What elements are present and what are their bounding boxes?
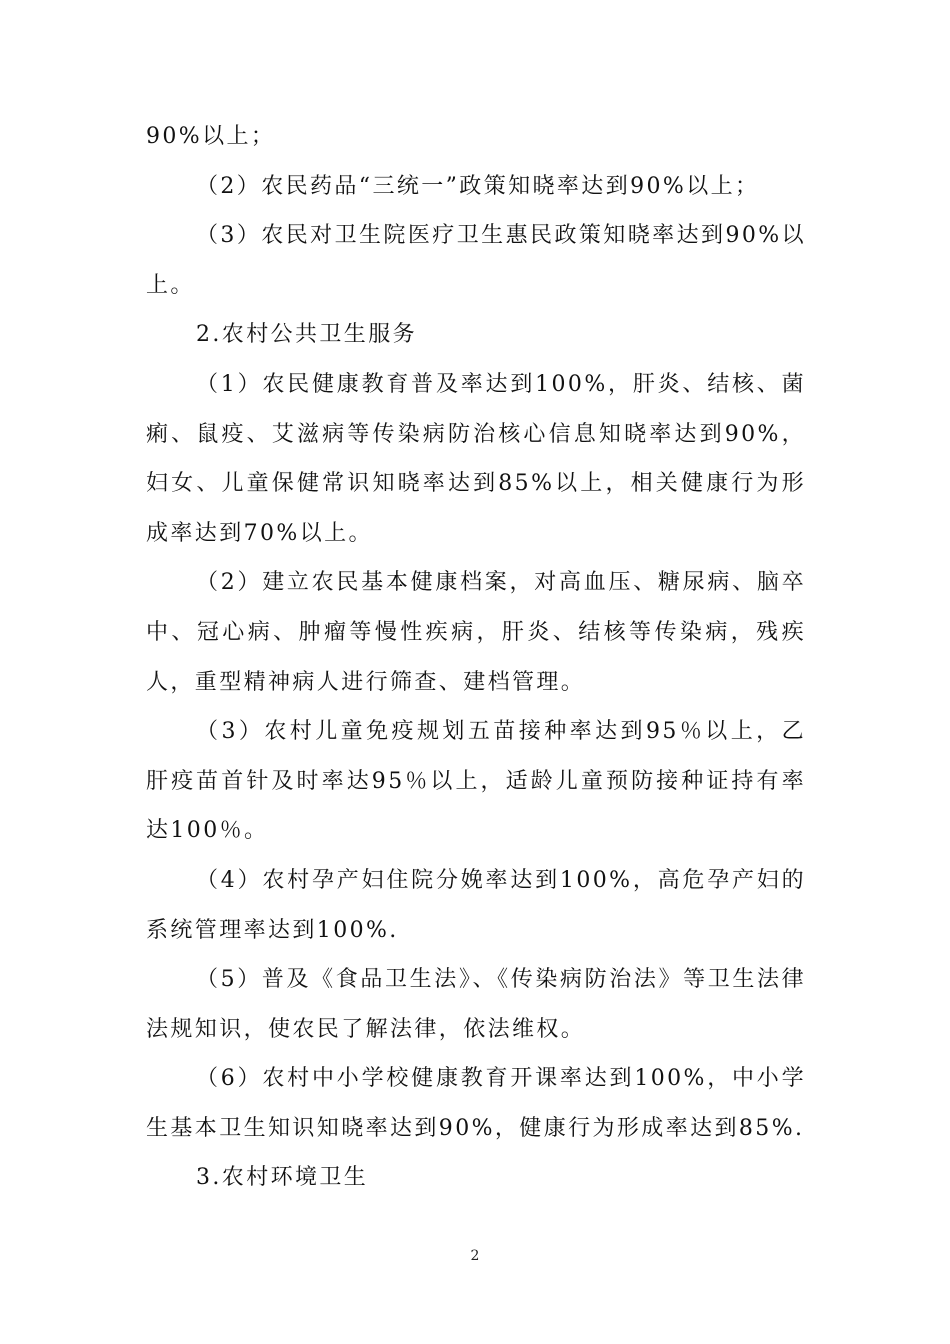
paragraph-immunization: （3）农村儿童免疫规划五苗接种率达到95％以上，乙肝疫苗首针及时率达95％以上，适龄儿童预防接种证持有率达100％。 (146, 719, 806, 844)
paragraph-health-education: （1）农民健康教育普及率达到100%，肝炎、结核、菌痢、鼠疫、艾滋病等传染病防治核心信息知晓率达到90%，妇女、儿童保健常识知晓率达到85%以上，相关健康行为形成率达到70%以上。 (146, 371, 806, 546)
document-body (146, 112, 806, 1203)
paragraph-item-2-drug-policy: （2）农民药品“三统一”政策知晓率达到90%以上； (196, 173, 760, 199)
paragraph-item-3-benefit-policy: （3）农民对卫生院医疗卫生惠民政策知晓率达到90%以上。 (146, 223, 806, 298)
section-heading-public-health: 2.农村公共卫生服务 (196, 322, 417, 348)
paragraph-school-health: （6）农村中小学校健康教育开课率达到100%，中小学生基本卫生知识知晓率达到90%，健康行为形成率达到85%. (146, 1066, 806, 1141)
paragraph-continuation: 90%以上； (146, 124, 276, 149)
page-number: 2 (470, 1248, 480, 1264)
section-heading-environment: 3.农村环境卫生 (196, 1165, 369, 1191)
paragraph-health-law: （5）普及《食品卫生法》、《传染病防治法》等卫生法律法规知识，使农民了解法律，依法维权。 (146, 967, 806, 1042)
paragraph-maternal-care: （4）农村孕产妇住院分娩率达到100%，高危孕产妇的系统管理率达到100%. (146, 867, 806, 943)
paragraph-health-records: （2）建立农民基本健康档案，对高血压、糖尿病、脑卒中、冠心病、肿瘤等慢性疾病，肝炎、结核等传染病，残疾人，重型精神病人进行筛查、建档管理。 (146, 570, 806, 695)
